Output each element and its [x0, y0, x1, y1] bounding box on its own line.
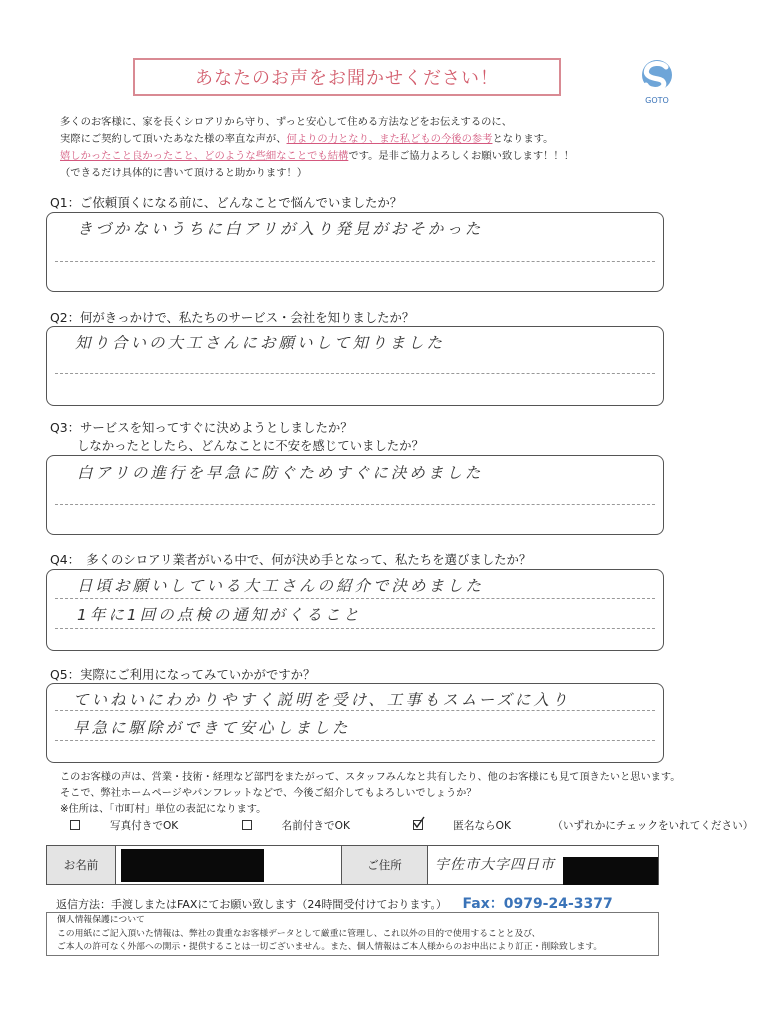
consent-options [70, 818, 783, 833]
intro-text [60, 114, 680, 182]
consent-name-option[interactable] [242, 820, 380, 832]
intro-line-1: 多くのお客様に、家を長くシロアリから守り、ずっと安心して住める方法などをお伝えするのに、 [60, 116, 513, 128]
logo-text: GOTO [645, 96, 669, 105]
answer-5-line-1: ていねいにわかりやすく説明を受け、工事もスムーズに入り [73, 691, 571, 709]
question-1-label: Q1：ご依頼頂くになる前に、どんなことで悩んでいましたか？ [50, 195, 403, 210]
answer-box-3[interactable] [46, 455, 664, 535]
intro-line-3b: です。是非ご協力よろしくお願い致します！！！ [348, 150, 575, 162]
title-box [133, 58, 561, 96]
note-line-1: このお客様の声は、営業・技術・経理など部門をまたがって、スタッフみんなと共有したり、他のお客様にも見て頂きたいと思います。 [60, 772, 681, 783]
page-title: あなたのお声をお聞かせください！ [195, 68, 499, 89]
consent-anonymous-option[interactable] [413, 820, 541, 832]
answer-box-2[interactable] [46, 326, 664, 406]
name-label: お名前 [47, 846, 115, 884]
answer-4-line-2: 1年に1回の点検の通知がくること [77, 606, 362, 624]
intro-line-2c: となります。 [492, 133, 554, 145]
privacy-title: 個人情報保護について [57, 915, 145, 925]
intro-line-3 [60, 148, 680, 165]
address-redacted [563, 857, 658, 885]
question-5-label: Q5：実際にご利用になってみていかがですか？ [50, 667, 316, 682]
question-3-label: Q3：サービスを知ってすぐに決めようとしましたか？ [50, 420, 353, 435]
answer-4-line-1: 日頃お願いしている大工さんの紹介で決めました [77, 577, 485, 595]
question-2-label: Q2：何がきっかけで、私たちのサービス・会社を知りましたか？ [50, 310, 415, 325]
privacy-notice [46, 912, 659, 956]
customer-info-box [46, 845, 659, 885]
return-method-text: 返信方法：手渡しまたはFAXにてお願い致します（24時間受付けております。） [56, 898, 447, 911]
name-checkbox[interactable] [242, 820, 252, 830]
note-line-3: ※住所は、「市町村」単位の表記になります。 [60, 804, 267, 815]
photo-checkbox[interactable] [70, 820, 80, 830]
answer-box-5[interactable] [46, 683, 664, 763]
name-redacted [121, 849, 264, 882]
consent-note: （いずれかにチェックをいれてください） [552, 820, 754, 832]
note-line-2: そこで、弊社ホームページやパンフレットなどで、今後ご紹介してもよろしいでしょうか？ [60, 788, 477, 799]
privacy-line-2: ご本人の許可なく外部への開示・提供することは一切ございません。また、個人情報はご本人様からのお申出により訂正・削除致します。 [57, 942, 603, 952]
intro-line-2 [60, 131, 680, 148]
answer-3-line-1: 白アリの進行を早急に防ぐためすぐに決めました [77, 464, 484, 482]
intro-line-3a: 嬉しかったこと良かったこと、どのような些細なことでも結構 [60, 150, 349, 162]
return-method [56, 893, 613, 913]
anonymous-option-label: 匿名ならOK [453, 820, 511, 832]
intro-line-2a: 実際にご契約して頂いたあなた様の率直な声が、 [60, 133, 287, 145]
check-mark-icon [413, 817, 425, 829]
answer-1-line-1: きづかないうちに白アリが入り発見がおそかった [77, 220, 484, 238]
question-3-label-2: しなかったとしたら、どんなことに不安を感じていましたか？ [77, 438, 424, 453]
privacy-line-1: この用紙にご記入頂いた情報は、弊社の貴重なお客様データとして厳重に管理し、これ以外の目的で使用することと及び、 [57, 928, 541, 939]
name-option-label: 名前付きでOK [281, 820, 350, 832]
intro-line-4: （できるだけ具体的に書いて頂けると助かります！） [60, 167, 308, 179]
anonymous-checkbox[interactable] [413, 820, 423, 830]
address-label: ご住所 [342, 846, 427, 884]
answer-5-line-2: 早急に駆除ができて安心しました [73, 719, 351, 737]
goto-logo-icon [636, 58, 678, 92]
answer-box-1[interactable] [46, 212, 664, 292]
intro-line-2b: 何よりの力となり、また私どもの今後の参考 [286, 133, 493, 145]
address-value: 宇佐市大字四日市 [435, 857, 555, 873]
consent-photo-option[interactable] [70, 820, 208, 832]
photo-option-label: 写真付きでOK [110, 820, 179, 832]
fax-number: Fax：0979-24-3377 [462, 896, 613, 912]
company-logo [636, 58, 678, 104]
answer-2-line-1: 知り合いの大工さんにお願いして知りました [75, 334, 446, 352]
answer-box-4[interactable] [46, 569, 664, 651]
question-4-label: Q4： 多くのシロアリ業者がいる中で、何が決め手となって、私たちを選びましたか？ [50, 552, 532, 567]
